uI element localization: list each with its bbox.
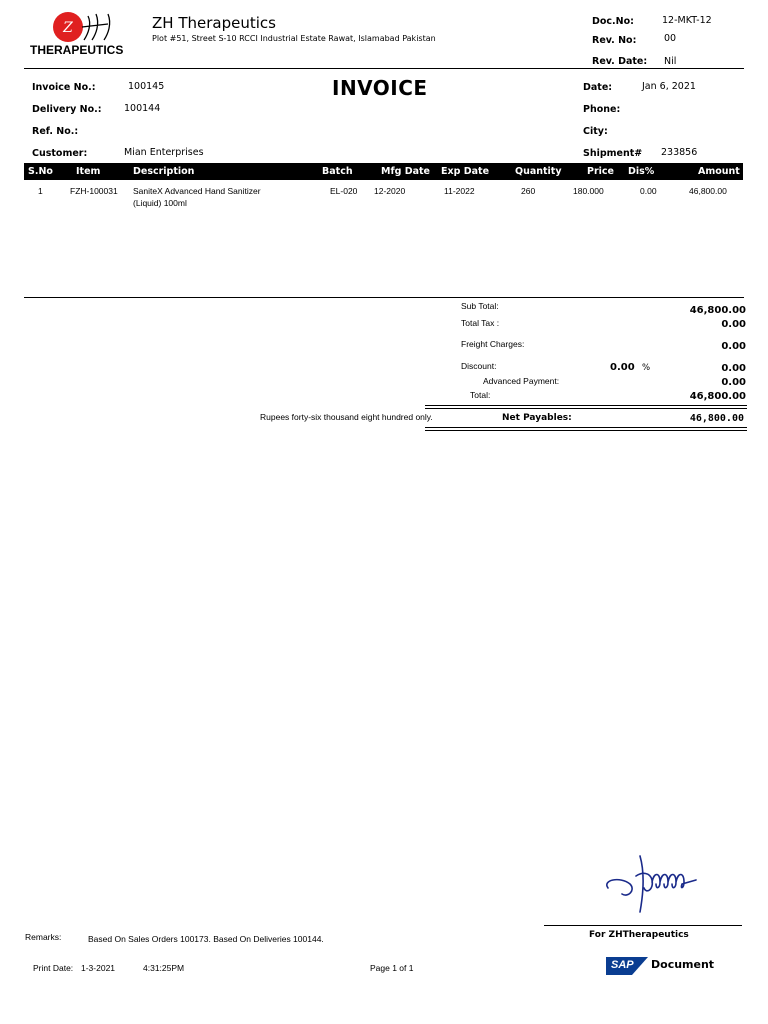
total-divider-top-1: [425, 405, 747, 406]
cell-batch: EL-020: [330, 186, 358, 196]
cell-item: FZH-100031: [70, 186, 118, 196]
delivery-no-label: Delivery No.:: [32, 104, 102, 115]
col-header-price: Price: [587, 166, 614, 177]
advance-payment-value: 0.00: [721, 377, 746, 388]
customer-value: Mian Enterprises: [124, 147, 204, 158]
remarks-text: Based On Sales Orders 100173. Based On Deliveries 100144.: [88, 934, 324, 944]
net-payables-label: Net Payables:: [502, 413, 572, 423]
cell-exp-date: 11-2022: [444, 186, 475, 196]
discount-value: 0.00: [721, 363, 746, 374]
cell-description-line1: SaniteX Advanced Hand Sanitizer: [133, 186, 261, 196]
advance-payment-label: Advanced Payment:: [483, 376, 560, 386]
col-header-item: Item: [76, 166, 101, 177]
rev-date-value: Nil: [664, 56, 677, 67]
doc-no-label: Doc.No:: [592, 16, 634, 27]
col-header-batch: Batch: [322, 166, 353, 177]
net-divider-bottom-1: [425, 427, 747, 428]
discount-percent-value: 0.00: [610, 362, 635, 373]
sap-document-label: Document: [651, 958, 715, 971]
col-header-description: Description: [133, 166, 195, 177]
print-time-value: 4:31:25PM: [143, 963, 185, 973]
remarks-label: Remarks:: [25, 932, 62, 942]
logo-mark-icon: [48, 10, 138, 44]
sub-total-label: Sub Total:: [461, 301, 499, 311]
invoice-no-label: Invoice No.:: [32, 82, 96, 93]
net-payables-value: 46,800.00: [689, 413, 744, 424]
discount-percent-sign: %: [642, 363, 651, 373]
cell-quantity: 260: [521, 186, 536, 196]
freight-value: 0.00: [721, 341, 746, 352]
total-value: 46,800.00: [689, 391, 746, 402]
cell-description-line2: (Liquid) 100ml: [133, 198, 187, 208]
table-row: [24, 185, 743, 211]
signature-for-label: For ZHTherapeutics: [589, 930, 689, 940]
discount-label: Discount:: [461, 361, 497, 371]
doc-no-value: 12-MKT-12: [662, 15, 712, 26]
customer-label: Customer:: [32, 148, 88, 159]
document-title: INVOICE: [332, 76, 428, 100]
col-header-quantity: Quantity: [515, 166, 562, 177]
freight-label: Freight Charges:: [461, 339, 525, 349]
print-date-value: 1-3-2021: [81, 963, 116, 973]
phone-label: Phone:: [583, 104, 621, 115]
rev-no-label: Rev. No:: [592, 35, 637, 46]
items-table-header: [24, 163, 743, 180]
col-header-exp-date: Exp Date: [441, 166, 490, 177]
logo-brand-text: THERAPEUTICS: [30, 43, 124, 57]
cell-mfg-date: 12-2020: [374, 186, 406, 196]
total-tax-value: 0.00: [721, 319, 746, 330]
rev-date-label: Rev. Date:: [592, 56, 648, 67]
company-address: Plot #51, Street S-10 RCCI Industrial Estate Rawat, Islamabad Pakistan: [152, 34, 436, 43]
sap-logo: [606, 957, 648, 975]
print-date-label: Print Date:: [33, 963, 74, 973]
amount-in-words: Rupees forty-six thousand eight hundred only.: [260, 412, 433, 422]
total-divider-top-2: [425, 408, 747, 409]
cell-amount: 46,800.00: [689, 186, 727, 196]
city-label: City:: [583, 126, 608, 137]
net-divider-bottom-2: [425, 430, 747, 431]
total-tax-label: Total Tax :: [461, 318, 500, 328]
table-bottom-divider: [24, 297, 744, 298]
rev-no-value: 00: [664, 33, 677, 44]
date-value: Jan 6, 2021: [642, 81, 696, 92]
page-number: Page 1 of 1: [370, 963, 414, 973]
delivery-no-value: 100144: [124, 103, 161, 114]
signature-image: [600, 850, 710, 920]
cell-sno: 1: [38, 186, 43, 196]
col-header-sno: S.No: [28, 166, 53, 177]
company-logo: [30, 10, 130, 56]
header-divider: [24, 68, 744, 69]
svg-text:Z: Z: [63, 20, 73, 36]
col-header-mfg-date: Mfg Date: [381, 166, 430, 177]
total-label: Total:: [470, 390, 491, 400]
invoice-no-value: 100145: [128, 81, 165, 92]
signature-line: [544, 925, 742, 926]
ref-no-label: Ref. No.:: [32, 126, 79, 137]
shipment-value: 233856: [661, 147, 698, 158]
sap-logo-text: SAP: [611, 959, 634, 971]
date-label: Date:: [583, 82, 613, 93]
sub-total-value: 46,800.00: [689, 305, 746, 316]
cell-price: 180.000: [573, 186, 604, 196]
company-name: ZH Therapeutics: [152, 14, 276, 32]
shipment-label: Shipment#: [583, 148, 643, 159]
col-header-amount: Amount: [698, 166, 740, 177]
cell-dis: 0.00: [640, 186, 657, 196]
col-header-dis: Dis%: [628, 166, 655, 177]
